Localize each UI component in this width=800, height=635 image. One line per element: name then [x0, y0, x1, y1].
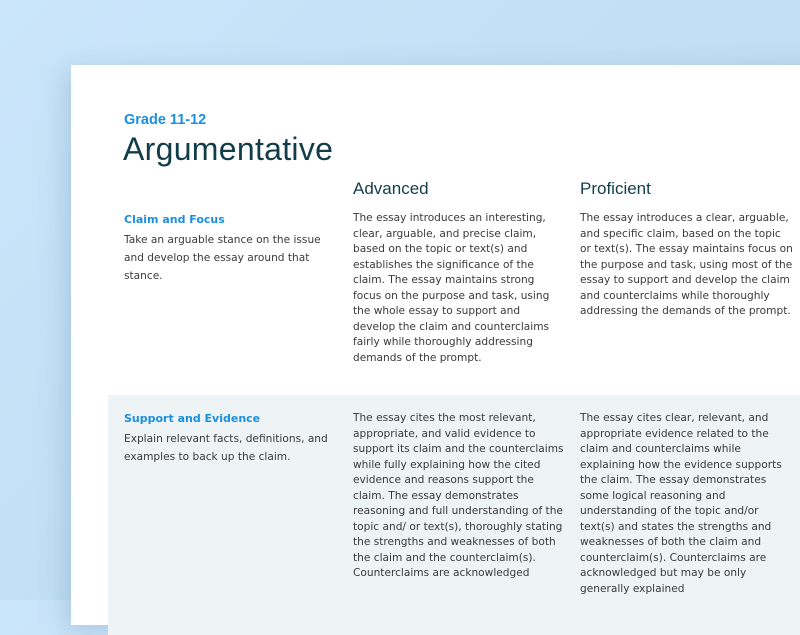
criterion-title: Support and Evidence	[124, 412, 261, 425]
criterion-title: Claim and Focus	[124, 213, 225, 226]
proficient-cell: The essay introduces a clear, arguable, and specific claim, based on the topic or text(s). The essay maintains focus on the purpose and task, using most of the essay to support and develop the claim and counterclaims while thoroughly addressing the demands of the prompt.	[580, 212, 793, 317]
rubric-row-support-evidence	[108, 395, 800, 635]
advanced-cell: The essay cites the most relevant, appropriate, and valid evidence to support its claim and the counterclaims while fully explaining how the cited evidence and reasons support the claim. The essay demonstrates reasoning and full understanding of the topic and/ or text(s), thoroughly stating the strengths and weaknesses of both the claim and the counterclaim(s). Counterclaims are acknowledged	[353, 412, 564, 579]
grade-label: Grade 11-12	[124, 112, 207, 128]
criterion-description: Take an arguable stance on the issue and develop the essay around that stance.	[124, 234, 321, 282]
column-header-advanced: Advanced	[353, 179, 429, 198]
proficient-cell: The essay cites clear, relevant, and appropriate evidence related to the claim and counterclaims while explaining how the evidence supports the claim. The essay demonstrates some logical reasoning and understanding of the topic and/or text(s) and states the strengths and weaknesses of both the claim and counterclaim(s). Counterclaims are acknowledged but may be only generally explained	[580, 412, 782, 595]
advanced-cell: The essay introduces an interesting, clear, arguable, and precise claim, based on the topic or text(s) and establishes the significance of the claim. The essay maintains strong focus on the purpose and task, using the whole essay to support and develop the claim and counterclaims fairly while thoroughly addressing demands of the prompt.	[353, 212, 550, 364]
column-header-proficient: Proficient	[580, 179, 651, 198]
rubric-row-claim-focus	[108, 205, 800, 395]
criterion-description: Explain relevant facts, definitions, and examples to back up the claim.	[124, 433, 328, 463]
page-title: Argumentative	[123, 131, 334, 167]
rubric-sheet	[71, 65, 800, 625]
